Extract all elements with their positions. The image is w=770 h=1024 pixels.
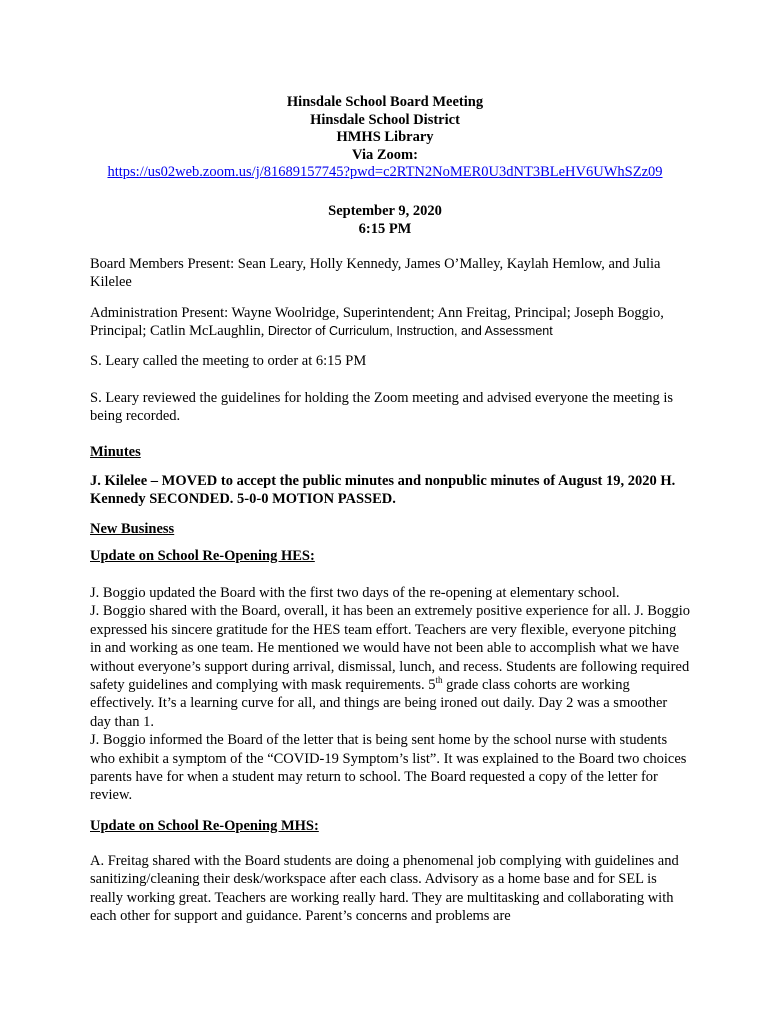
hes-paragraph-3: J. Boggio informed the Board of the letter that is being sent home by the school nurse with students who exhibit a symptom of the “COVID-19 Symptom’s list”. It was explained to the Board two choices parents have for when a student may return to school. The Board requested a copy of the letter for review.	[90, 732, 687, 804]
meeting-datetime	[0, 202, 770, 238]
hes-paragraph-2-text-cont: grade class cohorts are working effectively. It’s a learning curve for all, and things are being ironed out daily. Day 2 was a smoother day than 1.	[90, 677, 668, 730]
mhs-paragraph-1: A. Freitag shared with the Board students are doing a phenomenal job complying with guidelines and sanitizing/cleaning their desk/workspace after each class. Advisory as a home base and for SEL is really working great. Teachers are working really hard. They are multitasking and collaborating with each other for support and guidance. Parent’s concerns and problems are	[90, 853, 679, 925]
ordinal-suffix: th	[435, 675, 443, 686]
mhs-heading: Update on School Re-Opening MHS:	[90, 818, 319, 834]
hes-update	[90, 584, 690, 805]
call-to-order: S. Leary called the meeting to order at 6:15 PM	[90, 353, 367, 369]
minutes-heading: Minutes	[90, 444, 141, 460]
meeting-location: HMHS Library	[336, 129, 434, 145]
zoom-link[interactable]: https://us02web.zoom.us/j/81689157745?pwd=c2RTN2NoMER0U3dNT3BLeHV6UWhSZz09	[107, 164, 663, 180]
hes-paragraph-1: J. Boggio updated the Board with the first two days of the re-opening at elementary school.	[90, 585, 620, 601]
district-name: Hinsdale School District	[310, 111, 460, 128]
new-business-heading: New Business	[90, 521, 175, 537]
hes-heading: Update on School Re-Opening HES:	[90, 548, 315, 564]
meeting-title: Hinsdale School Board Meeting	[286, 94, 484, 110]
via-label: Via Zoom:	[352, 146, 418, 163]
administration-title: Director of Curriculum, Instruction, and Assessment	[264, 324, 553, 339]
minutes-motion: J. Kilelee – MOVED to accept the public minutes and nonpublic minutes of August 19, 2020 H. Kennedy SECONDED. 5-0-0 MOTION PASSED.	[90, 473, 676, 508]
zoom-guidelines: S. Leary reviewed the guidelines for holding the Zoom meeting and advised everyone the meeting is being recorded.	[90, 390, 674, 425]
administration-present	[90, 304, 690, 341]
meeting-date: September 9, 2020	[328, 203, 442, 219]
hes-paragraph-2	[90, 602, 690, 731]
document-header	[0, 94, 770, 182]
board-members-present: Board Members Present: Sean Leary, Holly Kennedy, James O’Malley, Kaylah Hemlow, and Julia Kilelee	[90, 256, 661, 291]
meeting-time: 6:15 PM	[358, 221, 412, 237]
administration-text: Administration Present: Wayne Woolridge, Superintendent; Ann Freitag, Principal; Joseph Boggio, Principal; Catlin McLaughlin,	[90, 305, 664, 340]
hes-paragraph-2-text: J. Boggio shared with the Board, overall, it has been an extremely positive experience for all. J. Boggio expressed his sincere gratitude for the HES team effort. Teachers are very flexible, everyone pitching in and working as one team. He mentioned we would have not been able to accomplish what we have without everyone’s support during arrival, dismissal, lunch, and recess. Students are following required safety guidelines and complying with mask requirements. 5	[90, 603, 690, 694]
